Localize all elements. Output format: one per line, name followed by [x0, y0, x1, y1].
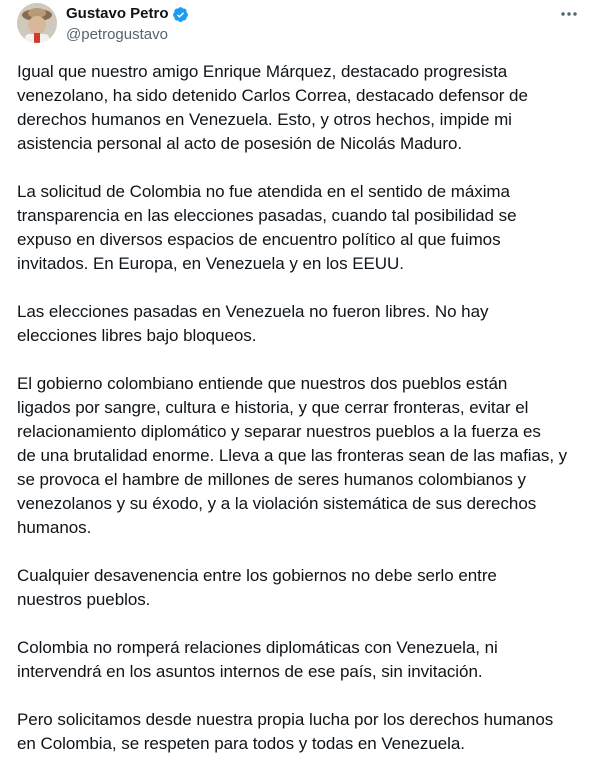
author-display-name[interactable]: Gustavo Petro: [66, 5, 169, 22]
author-name-row: [66, 4, 189, 24]
author-handle[interactable]: @petrogustavo: [66, 26, 168, 43]
tweet-text: [17, 60, 582, 780]
tweet-paragraph: Igual que nuestro amigo Enrique Márquez, destacado progresista venezolano, ha sido detenido Carlos Correa, destacado defensor de derechos humanos en Venezuela. Esto, y otros hechos, impide mi asistencia personal al acto de posesión de Nicolás Maduro.: [17, 62, 528, 153]
tweet-paragraph: Las elecciones pasadas en Venezuela no fueron libres. No hay elecciones libres bajo bloqueos.: [17, 302, 489, 345]
tweet-paragraph: La solicitud de Colombia no fue atendida en el sentido de máxima transparencia en las elecciones pasadas, cuando tal posibilidad se expuso en diversos espacios de encuentro político al que fuimos invitados. En Europa, en Venezuela y en los EEUU.: [17, 182, 517, 273]
more-horizontal-icon[interactable]: [558, 4, 580, 24]
tweet-header: [0, 0, 594, 52]
verified-badge-icon: [172, 6, 189, 23]
tweet-paragraph: Colombia no romperá relaciones diplomáticas con Venezuela, ni intervendrá en los asuntos internos de ese país, sin invitación.: [17, 638, 498, 681]
tweet-paragraph: Pero solicitamos desde nuestra propia lucha por los derechos humanos en Colombia, se respeten para todos y todas en Venezuela.: [17, 710, 554, 753]
tweet-paragraph: Cualquier desavenencia entre los gobiernos no debe serlo entre nuestros pueblos.: [17, 566, 497, 609]
author-avatar[interactable]: [17, 3, 57, 43]
tweet-paragraph: El gobierno colombiano entiende que nuestros dos pueblos están ligados por sangre, cultura e historia, y que cerrar fronteras, evitar el relacionamiento diplomático y separar nuestros pueblos a la fuerza es de una brutalidad enorme. Lleva a que las fronteras sean de las mafias, y se provoca el hambre de millones de seres humanos colombianos y venezolanos y su éxodo, y a la violación sistemática de sus derechos humanos.: [17, 374, 568, 537]
avatar-image-icon: [17, 3, 57, 43]
